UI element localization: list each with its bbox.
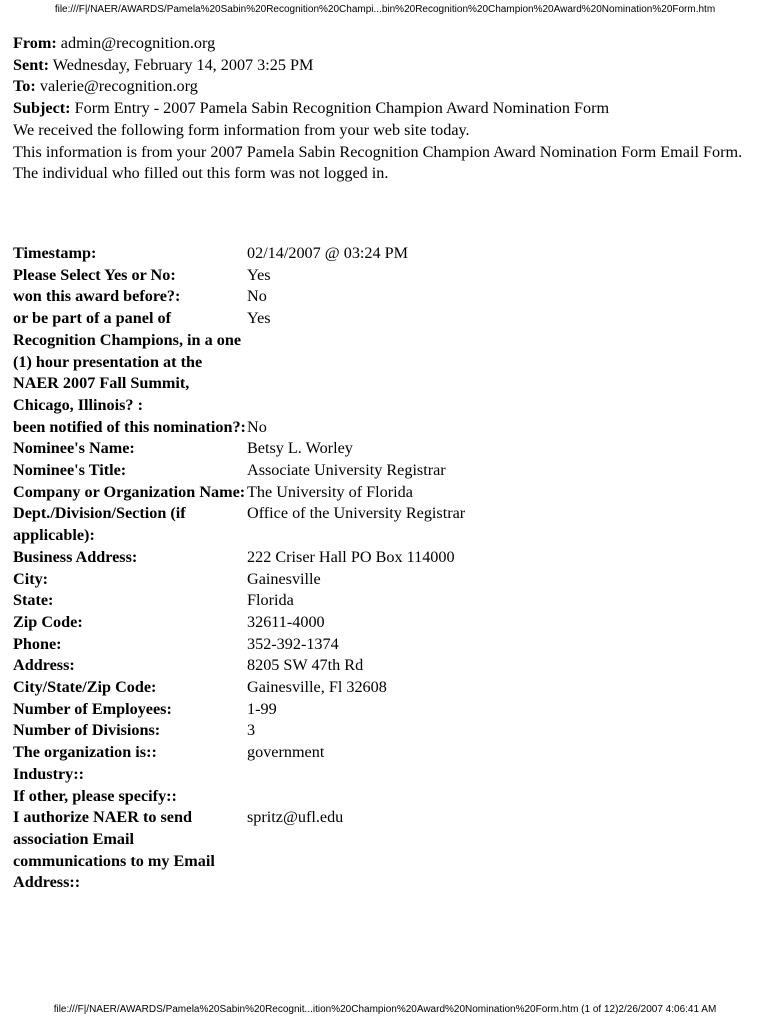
form-row [13,590,465,612]
form-field-label: Nominee's Title: [13,461,127,480]
form-field-value [247,786,465,808]
form-field-label: Company or Organization Name: [13,482,246,501]
form-field-value: No [247,417,267,436]
form-field-value: government [247,743,325,762]
form-field-value [247,764,465,786]
to-line [13,76,758,98]
form-field-label: Dept./Division/Section (if applicable): [13,504,186,545]
form-field-value: spritz@ufl.edu [247,808,344,827]
form-entry-table [13,243,465,894]
form-row [13,807,465,894]
form-field-value: No [247,287,267,306]
body-line-2: This information is from your 2007 Pamela Sabin Recognition Champion Award Nomination Form Email Form. [13,142,743,161]
form-row [13,634,465,656]
sent-label: Sent: [13,55,49,74]
form-field-label: won this award before?: [13,287,181,306]
form-field-label: or be part of a panel of Recognition Champions, in a one (1) hour presentation at the NAER 2007 Fall Summit, Chicago, Illinois? : [13,309,242,414]
form-field-label: State: [13,591,54,610]
form-field-label: Business Address: [13,547,138,566]
form-row [13,655,465,677]
form-field-label: been notified of this nomination?: [13,417,246,436]
form-row [13,764,465,786]
body-line-3: The individual who filled out this form was not logged in. [13,164,389,183]
form-field-value: Betsy L. Worley [247,439,353,458]
form-row [13,308,465,417]
form-row [13,243,465,265]
form-row [13,742,465,764]
form-row [13,786,465,808]
form-field-value: Gainesville, Fl 32608 [247,678,387,697]
subject-value: Form Entry - 2007 Pamela Sabin Recognition Champion Award Nomination Form [74,99,610,118]
form-field-label: City/State/Zip Code: [13,678,157,697]
form-row [13,286,465,308]
form-field-value: 352-392-1374 [247,634,339,653]
form-field-label: Industry:: [13,764,85,783]
form-field-value: The University of Florida [247,482,413,501]
form-field-label: If other, please specify:: [13,786,177,805]
subject-label: Subject: [13,99,71,118]
sent-line [13,55,758,77]
form-field-label: Number of Divisions: [13,721,161,740]
form-field-label: City: [13,569,49,588]
page-header-path: file:///F|/NAER/AWARDS/Pamela%20Sabin%20Recognition%20Champi...bin%20Recognition%20Champion%20Award%20Nomination%20Form.htm [54,4,716,15]
form-row [13,612,465,634]
form-field-value: 8205 SW 47th Rd [247,656,364,675]
form-field-value: 222 Criser Hall PO Box 114000 [247,547,455,566]
form-row [13,482,465,504]
page-footer-path: file:///F|/NAER/AWARDS/Pamela%20Sabin%20Recognit...ition%20Champion%20Award%20Nomination%20Form.htm (1 of 12)2/26/2007 4:06:41 AM [53,1004,717,1015]
form-row [13,460,465,482]
form-field-label: Please Select Yes or No: [13,265,176,284]
form-field-label: Timestamp: [13,244,97,262]
form-row [13,677,465,699]
form-field-label: Number of Employees: [13,699,172,718]
form-row [13,503,465,546]
form-row [13,569,465,591]
form-field-value: 1-99 [247,699,277,718]
form-row [13,547,465,569]
form-field-label: Zip Code: [13,612,83,631]
form-row [13,699,465,721]
form-entry-body [13,243,465,894]
form-row [13,720,465,742]
form-field-value: 32611-4000 [247,612,325,631]
to-value: valerie@recognition.org [39,77,198,96]
form-field-label: Address: [13,656,75,675]
form-field-value: Gainesville [247,569,321,588]
form-field-value: Yes [247,265,271,284]
form-field-value: 02/14/2007 @ 03:24 PM [247,244,409,262]
form-field-value: Associate University Registrar [247,461,446,480]
form-field-value: Office of the University Registrar [247,504,466,523]
from-label: From: [13,34,57,52]
form-field-label: Nominee's Name: [13,439,135,458]
email-header [13,33,758,185]
to-label: To: [13,77,36,96]
form-field-label: Phone: [13,634,62,653]
form-row [13,438,465,460]
form-row [13,417,465,439]
form-field-value: 3 [247,721,256,740]
form-field-value: Yes [247,309,271,328]
from-value: admin@recognition.org [60,34,216,52]
body-line-1: We received the following form information from your web site today. [13,120,470,139]
form-field-label: I authorize NAER to send association Email communications to my Email Address:: [13,808,215,892]
from-line [13,33,758,55]
sent-value: Wednesday, February 14, 2007 3:25 PM [52,55,314,74]
form-field-value: Florida [247,591,294,610]
form-row [13,265,465,287]
subject-line [13,98,758,120]
form-field-label: The organization is:: [13,743,157,762]
